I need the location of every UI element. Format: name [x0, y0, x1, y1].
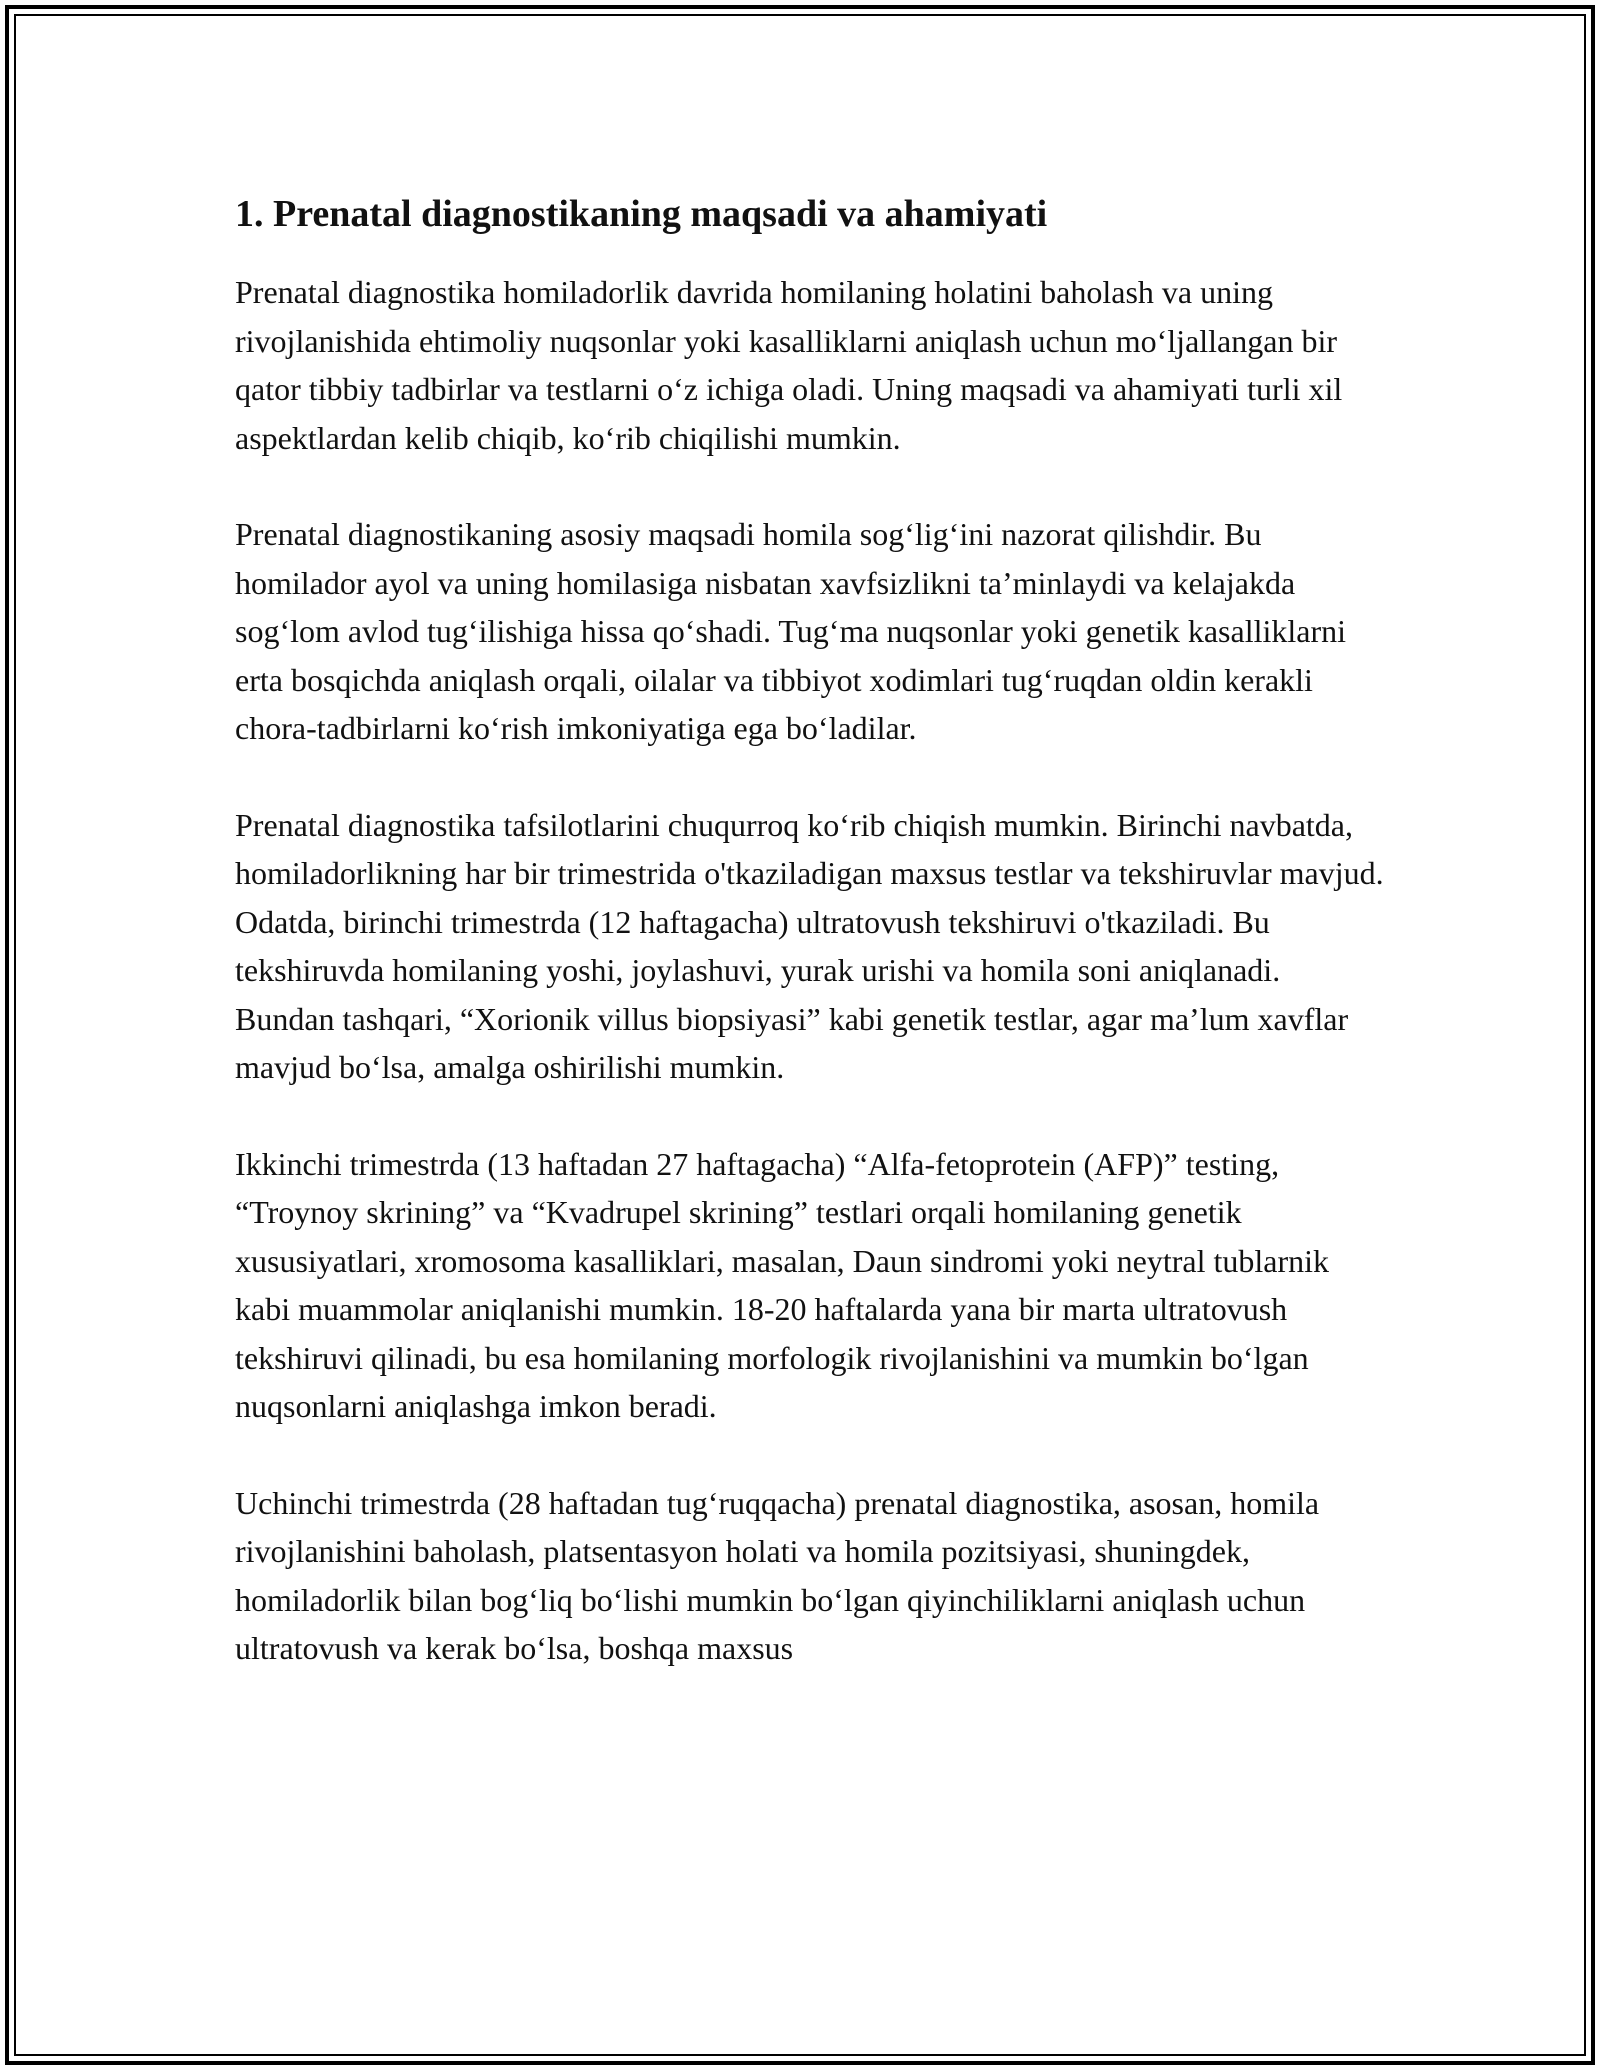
document-content [235, 186, 1385, 1721]
paragraph-second-trimester: Ikkinchi trimestrda (13 haftadan 27 haftagacha) “Alfa-fetoprotein (AFP)” testing, “Troynoy skrining” va “Kvadrupel skrining” testlari orqali homilaning genetik xususiyatlari, xromosoma kasalliklari, masalan, Daun sindromi yoki neytral tublarnik kabi muammolar aniqlanishi mumkin. 18-20 haftalarda yana bir marta ultratovush tekshiruvi qilinadi, bu esa homilaning morfologik rivojlanishini va mumkin boʻlgan nuqsonlarni aniqlashga imkon beradi. [235, 1145, 1329, 1424]
paragraph-main-goal: Prenatal diagnostikaning asosiy maqsadi homila sogʻligʻini nazorat qilishdir. Bu homilador ayol va uning homilasiga nisbatan xavfsizlikni ta’minlaydi va kelajakda sogʻlom avlod tugʻilishiga hissa qoʻshadi. Tugʻma nuqsonlar yoki genetik kasalliklarni erta bosqichda aniqlash orqali, oilalar va tibbiyot xodimlari tugʻruqdan oldin kerakli chora-tadbirlarni koʻrish imkoniyatiga ega boʻladilar. [235, 516, 1346, 746]
section-heading: 1. Prenatal diagnostikaning maqsadi va ahamiyati [235, 193, 1048, 235]
paragraph-intro: Prenatal diagnostika homiladorlik davrida homilaning holatini baholash va uning rivojlanishida ehtimoliy nuqsonlar yoki kasalliklarni aniqlash uchun moʻljallangan bir qator tibbiy tadbirlar va testlarni oʻz ichiga oladi. Uning maqsadi va ahamiyati turli xil aspektlardan kelib chiqib, koʻrib chiqilishi mumkin. [235, 274, 1343, 456]
paragraph-third-trimester: Uchinchi trimestrda (28 haftadan tugʻruqqacha) prenatal diagnostika, asosan, homila rivojlanishini baholash, platsentasyon holati va homila pozitsiyasi, shuningdek, homiladorlik bilan bogʻliq boʻlishi mumkin boʻlgan qiyinchiliklarni aniqlash uchun ultratovush va kerak boʻlsa, boshqa maxsus [235, 1484, 1320, 1666]
paragraph-first-trimester: Prenatal diagnostika tafsilotlarini chuqurroq koʻrib chiqish mumkin. Birinchi navbatda, homiladorlikning har bir trimestrida o'tkaziladigan maxsus testlar va tekshiruvlar mavjud. Odatda, birinchi trimestrda (12 haftagacha) ultratovush tekshiruvi o'tkaziladi. Bu tekshiruvda homilaning yoshi, joylashuvi, yurak urishi va homila soni aniqlanadi. Bundan tashqari, “Xorionik villus biopsiyasi” kabi genetik testlar, agar ma’lum xavflar mavjud boʻlsa, amalga oshirilishi mumkin. [235, 806, 1384, 1085]
